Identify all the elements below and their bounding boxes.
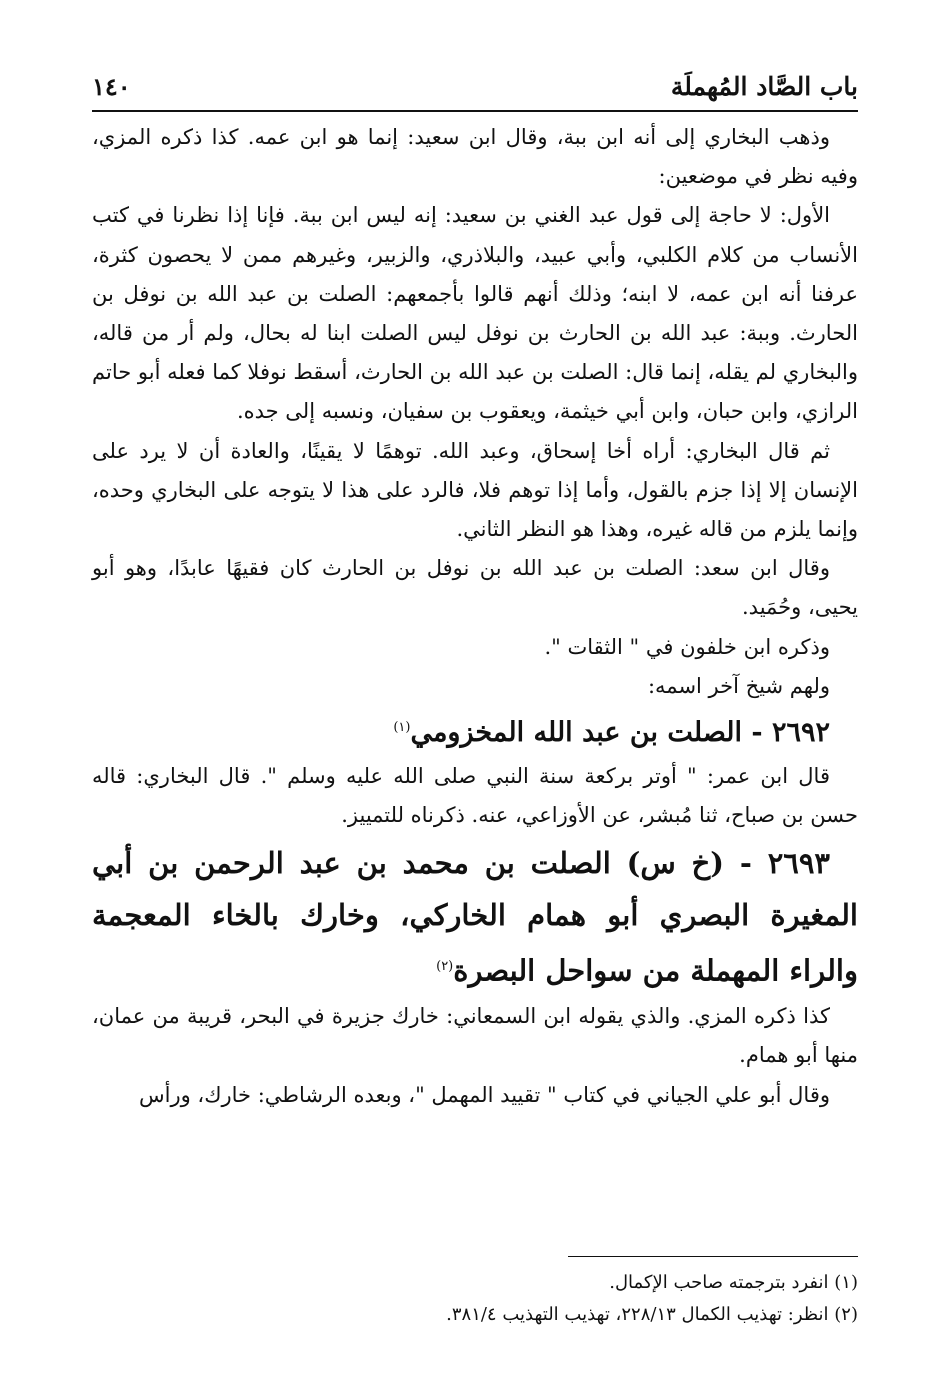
page-header (92, 62, 858, 112)
entry-heading-text: ٢٦٩٣ - (خ س) الصلت بن محمد بن عبد الرحمن بن أبي المغيرة البصري أبو همام الخاركي، وخارك بالخاء المعجمة والراء المهملة من سواحل البصرة (92, 846, 858, 989)
entry-heading-2693 (92, 837, 858, 997)
chapter-title: باب الصَّاد المُهملَة (670, 71, 858, 101)
footnote-marker: (١) (393, 720, 411, 736)
paragraph-2: الأول: لا حاجة إلى قول عبد الغني بن سعيد: إنه ليس ابن ببة. فإنا إذا نظرنا في كتب الأنساب من كلام الكلبي، وأبي عبيد، والبلاذري، والزبير، وغيرهم ممن لا يحصون كثرة، عرفنا أنه ابن عمه، لا ابنه؛ وذلك أنهم قالوا بأجمعهم: الصلت بن عبد الله بن نوفل بن الحارث. وببة: عبد الله بن الحارث بن نوفل ليس الصلت ابنا له بحال، ولم أر من قاله، والبخاري لم يقله، إنما قال: الصلت بن عبد الله بن الحارث، أسقط نوفلا كما فعله أبو حاتم الرازي، وابن حبان، وابن أبي خيثمة، ويعقوب بن سفيان، ونسبه إلى جده. (92, 203, 858, 424)
footnotes (92, 1256, 858, 1331)
paragraph-5: وذكره ابن خلفون في " الثقات ". (544, 634, 830, 659)
paragraph-1: وذهب البخاري إلى أنه ابن ببة، وقال ابن سعيد: إنما هو ابن عمه. كذا ذكره المزي، وفيه نظر في موضعين: (92, 125, 858, 189)
paragraph-8: كذا ذكره المزي. والذي يقوله ابن السمعاني: خارك جزيرة في البحر، قريبة من عمان، منها أبو همام. (92, 1004, 858, 1068)
paragraph-6: ولهم شيخ آخر اسمه: (647, 673, 830, 698)
entry-heading-2692 (92, 708, 858, 753)
paragraph-3: ثم قال البخاري: أراه أخا إسحاق، وعبد الله. توهمًا لا يقينًا، والعادة أن لا يرد على الإنسان إلا إذا جزم بالقول، وأما إذا توهم فلا، فالرد على هذا لا يتوجه على البخاري وحده، وإنما يلزم من قاله غيره، وهذا هو النظر الثاني. (92, 438, 858, 542)
page-number: ١٤٠ (92, 71, 131, 101)
paragraph-9: وقال أبو علي الجياني في كتاب " تقييد المهمل "، وبعده الرشاطي: خارك، ورأس (138, 1082, 830, 1107)
footnote-marker: (٢) (436, 959, 454, 975)
footnote-divider (568, 1256, 858, 1257)
footnote-2: (٢) انظر: تهذيب الكمال ٢٢٨/١٣، تهذيب التهذيب ٣٨١/٤. (446, 1304, 858, 1325)
paragraph-4: وقال ابن سعد: الصلت بن عبد الله بن نوفل بن الحارث كان فقيهًا عابدًا، وهو أبو يحيى، وحُمَيد. (92, 556, 858, 620)
page-body (92, 118, 858, 1115)
entry-heading-text: ٢٦٩٢ - الصلت بن عبد الله المخزومي (410, 717, 830, 749)
paragraph-7: قال ابن عمر: " أوتر بركعة سنة النبي صلى الله عليه وسلم ". قال البخاري: قاله حسن بن صباح، ثنا مُبشر، عن الأوزاعي، عنه. ذكرناه للتمييز. (92, 764, 858, 828)
footnote-1: (١) انفرد بترجمته صاحب الإكمال. (609, 1272, 858, 1293)
